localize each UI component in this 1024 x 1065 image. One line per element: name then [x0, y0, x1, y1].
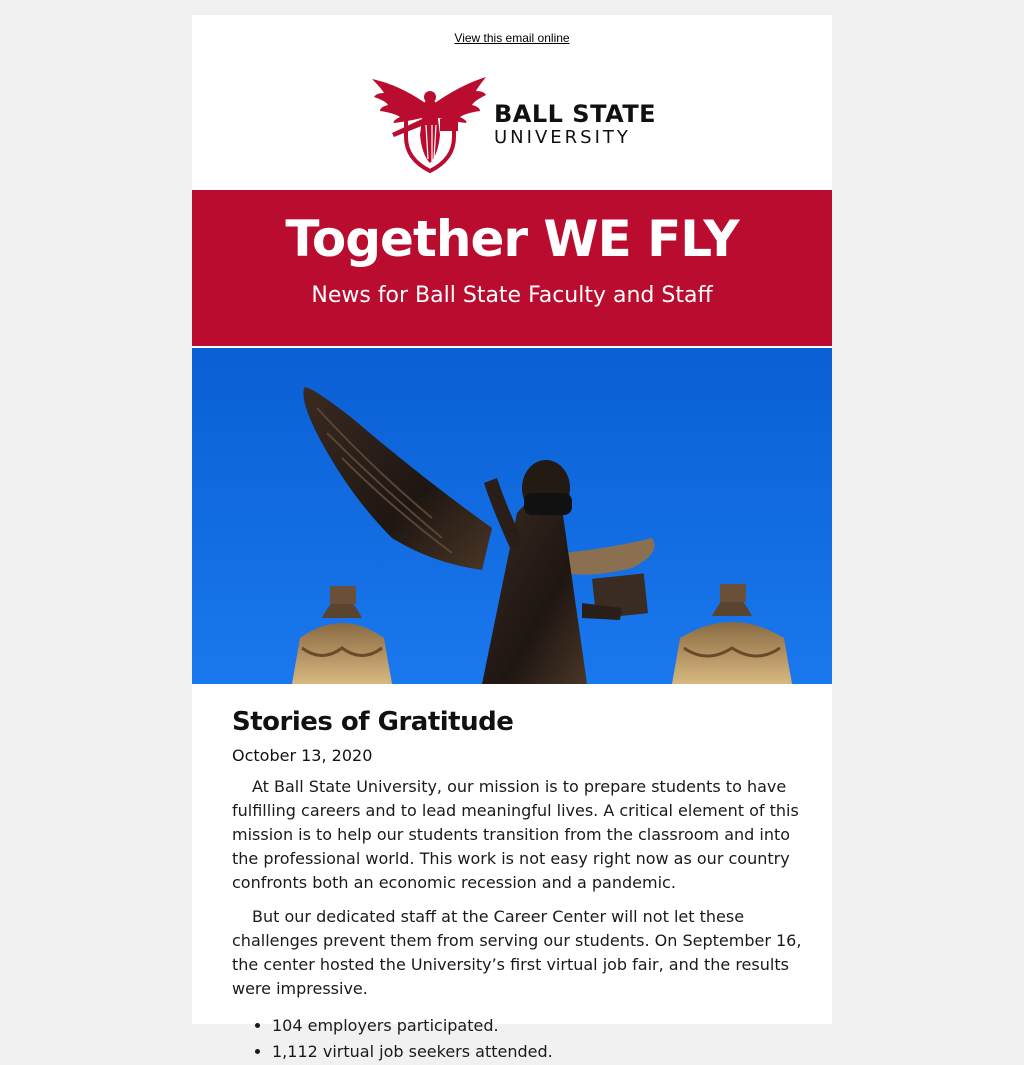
article-title: Stories of Gratitude — [232, 707, 514, 737]
article-date: October 13, 2020 — [232, 746, 373, 765]
university-logo[interactable] — [192, 75, 832, 175]
list-item: • 104 employers participated. — [272, 1013, 812, 1039]
banner-subtitle: News for Ball State Faculty and Staff — [311, 283, 713, 308]
hero-statue-image[interactable] — [192, 348, 832, 684]
article — [232, 705, 812, 1065]
stats-list — [232, 1013, 812, 1065]
email-container — [192, 15, 832, 1061]
view-online-link[interactable]: View this email online — [454, 31, 570, 45]
wordmark-line1: BALL STATE — [494, 100, 657, 128]
banner-title: Together WE FLY — [285, 210, 739, 268]
article-paragraph: But our dedicated staff at the Career Center will not let these challenges prevent them from serving our students. On September 16, the center hosted the University’s first virtual job fair, and the results were impressive. — [232, 907, 802, 998]
newsletter-banner — [192, 190, 832, 346]
article-paragraph: At Ball State University, our mission is to prepare students to have fulfilling careers and to lead meaningful lives. A critical element of this mission is to help our students transition from the classroom and into the professional world. This work is not easy right now as our country confronts both an economic recession and a pandemic. — [232, 777, 799, 892]
list-item: • 1,112 virtual job seekers attended. — [272, 1039, 812, 1065]
wordmark — [494, 101, 656, 149]
wordmark-line2: UNIVERSITY — [494, 127, 631, 148]
beneficence-seal-icon — [370, 75, 490, 173]
